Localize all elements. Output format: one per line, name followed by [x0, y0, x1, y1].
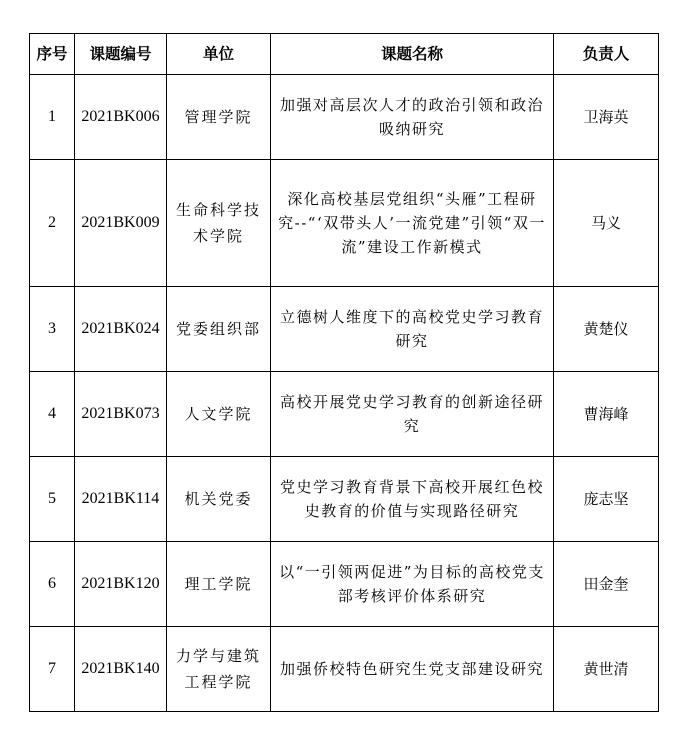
- table-header-row: [30, 34, 659, 75]
- table-row: [30, 457, 659, 542]
- cell-code: 2021BK024: [75, 287, 167, 372]
- cell-serial: 6: [30, 542, 75, 627]
- cell-leader: 马义: [554, 160, 659, 287]
- cell-unit: 党委组织部: [167, 287, 271, 372]
- cell-serial: 1: [30, 75, 75, 160]
- cell-leader: 庞志坚: [554, 457, 659, 542]
- cell-serial: 7: [30, 627, 75, 712]
- cell-leader: 田金奎: [554, 542, 659, 627]
- header-title: 课题名称: [271, 34, 554, 75]
- table-row: [30, 542, 659, 627]
- cell-code: 2021BK120: [75, 542, 167, 627]
- table-row: [30, 627, 659, 712]
- cell-code: 2021BK009: [75, 160, 167, 287]
- cell-title: 加强侨校特色研究生党支部建设研究: [271, 627, 554, 712]
- cell-serial: 4: [30, 372, 75, 457]
- cell-code: 2021BK073: [75, 372, 167, 457]
- cell-serial: 3: [30, 287, 75, 372]
- cell-unit: 管理学院: [167, 75, 271, 160]
- header-code: 课题编号: [75, 34, 167, 75]
- project-table: [29, 33, 659, 712]
- cell-serial: 2: [30, 160, 75, 287]
- header-serial: 序号: [30, 34, 75, 75]
- cell-unit: 理工学院: [167, 542, 271, 627]
- cell-leader: 曹海峰: [554, 372, 659, 457]
- cell-title: 立德树人维度下的高校党史学习教育研究: [271, 287, 554, 372]
- cell-title: 党史学习教育背景下高校开展红色校史教育的价值与实现路径研究: [271, 457, 554, 542]
- cell-unit: 生命科学技术学院: [167, 160, 271, 287]
- cell-code: 2021BK140: [75, 627, 167, 712]
- cell-title: 深化高校基层党组织“头雁”工程研究--“‘双带头人’一流党建”引领“双一流”建设工作新模式: [271, 160, 554, 287]
- cell-unit: 力学与建筑工程学院: [167, 627, 271, 712]
- table-row: [30, 372, 659, 457]
- cell-title: 加强对高层次人才的政治引领和政治吸纳研究: [271, 75, 554, 160]
- cell-code: 2021BK006: [75, 75, 167, 160]
- cell-code: 2021BK114: [75, 457, 167, 542]
- cell-leader: 卫海英: [554, 75, 659, 160]
- cell-serial: 5: [30, 457, 75, 542]
- header-leader: 负责人: [554, 34, 659, 75]
- cell-leader: 黄世清: [554, 627, 659, 712]
- table-row: [30, 287, 659, 372]
- header-unit: 单位: [167, 34, 271, 75]
- cell-unit: 人文学院: [167, 372, 271, 457]
- cell-title: 以“一引领两促进”为目标的高校党支部考核评价体系研究: [271, 542, 554, 627]
- cell-title: 高校开展党史学习教育的创新途径研究: [271, 372, 554, 457]
- table-row: [30, 75, 659, 160]
- table-row: [30, 160, 659, 287]
- cell-unit: 机关党委: [167, 457, 271, 542]
- cell-leader: 黄楚仪: [554, 287, 659, 372]
